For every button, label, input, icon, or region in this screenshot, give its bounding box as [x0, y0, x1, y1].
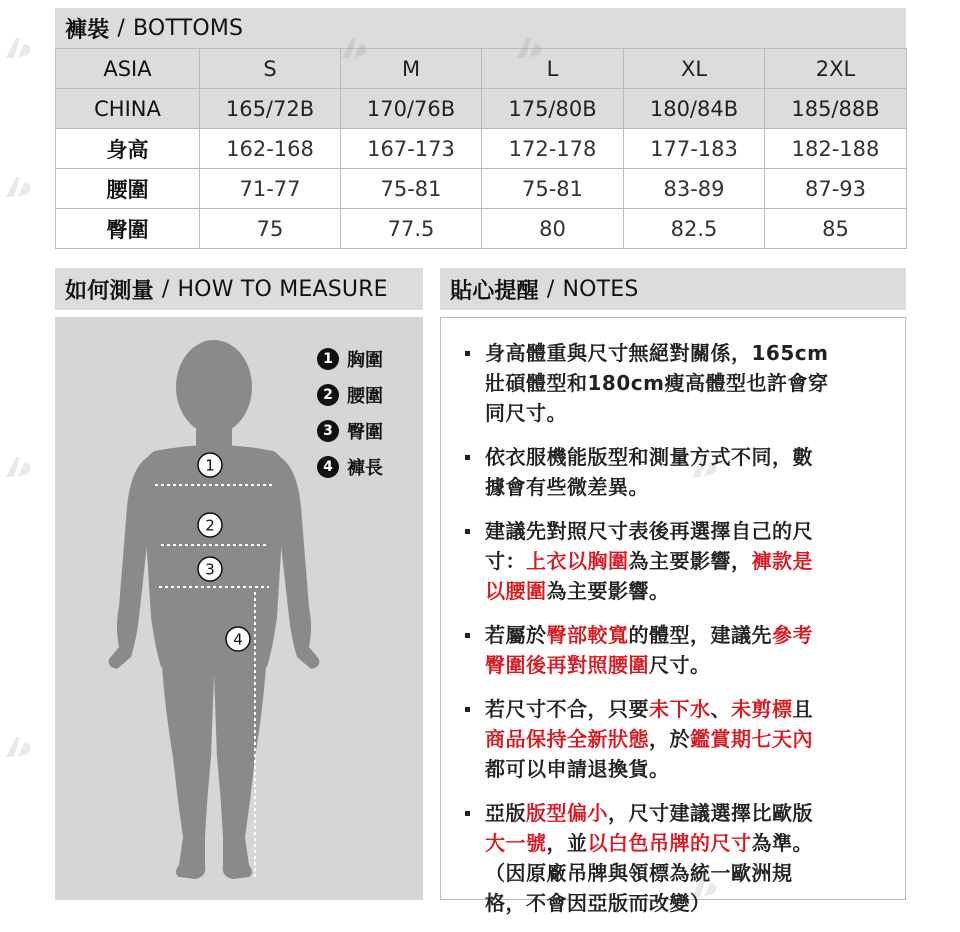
- brand-logo-icon: [4, 36, 34, 60]
- size-l: L: [482, 49, 624, 89]
- measure-legend: [317, 341, 383, 485]
- brand-logo-icon: [690, 875, 720, 899]
- row-label-height: 身高: [56, 129, 200, 169]
- size-2xl: 2XL: [765, 49, 907, 89]
- table-cell: 162-168: [200, 129, 341, 169]
- measure-header: [55, 268, 423, 310]
- bullet-icon: [465, 633, 470, 638]
- marker-2: [198, 513, 222, 537]
- size-row-china: [56, 89, 907, 129]
- measure-panel: [55, 317, 423, 900]
- table-cell: 85: [765, 209, 907, 249]
- svg-text:1: 1: [205, 456, 215, 475]
- svg-text:3: 3: [205, 560, 215, 579]
- legend-badge: 3: [317, 420, 339, 442]
- bullet-icon: [465, 529, 470, 534]
- note-item: [461, 516, 891, 606]
- row-label-china: CHINA: [56, 89, 200, 129]
- measure-title-en: HOW TO MEASURE: [177, 276, 388, 302]
- note-item: [461, 694, 891, 784]
- table-cell: 87-93: [765, 169, 907, 209]
- note-item: [461, 442, 891, 502]
- note-text: 若尺寸不合，只要未下水、未剪標且 商品保持全新狀態，於鑑賞期七天內 都可以申請退換貨。: [485, 697, 813, 781]
- brand-logo-icon: [515, 36, 545, 60]
- table-cell: 177-183: [624, 129, 765, 169]
- row-label-asia: ASIA: [56, 49, 200, 89]
- table-cell: 75-81: [482, 169, 624, 209]
- table-cell: 185/88B: [765, 89, 907, 129]
- marker-4: [226, 627, 250, 651]
- note-text: 依衣服機能版型和測量方式不同，數 據會有些微差異。: [485, 445, 813, 499]
- marker-1: [198, 453, 222, 477]
- legend-item-length: [317, 449, 383, 485]
- legend-badge: 4: [317, 456, 339, 478]
- bullet-icon: [465, 351, 470, 356]
- table-cell: 75: [200, 209, 341, 249]
- bottoms-title-zh: 褲裝: [65, 17, 110, 43]
- bottoms-title-en: BOTTOMS: [133, 15, 244, 41]
- note-text: 亞版版型偏小，尺寸建議選擇比歐版 大一號，並以白色吊牌的尺寸為準。 （因原廠吊牌與領標為統一歐洲規 格，不會因亞版而改變）: [485, 801, 813, 915]
- note-text: 若屬於臀部較寬的體型，建議先參考 臀圍後再對照腰圍尺寸。: [485, 623, 813, 677]
- svg-text:2: 2: [205, 516, 215, 535]
- svg-text:4: 4: [233, 630, 243, 649]
- row-label-hip: 臀圍: [56, 209, 200, 249]
- legend-label: 胸圍: [347, 350, 383, 371]
- note-text: 身高體重與尺寸無絕對關係，165cm 壯碩體型和180cm瘦高體型也許會穿 同尺寸。: [485, 341, 829, 425]
- table-cell: 175/80B: [482, 89, 624, 129]
- legend-item-hip: [317, 413, 383, 449]
- size-xl: XL: [624, 49, 765, 89]
- brand-logo-icon: [4, 175, 34, 199]
- bullet-icon: [465, 455, 470, 460]
- notes-list: [461, 338, 891, 932]
- table-cell: 80: [482, 209, 624, 249]
- size-row-asia: [56, 49, 907, 89]
- measure-title-zh: 如何測量: [65, 278, 154, 304]
- note-item: [461, 620, 891, 680]
- notes-header: [440, 268, 906, 310]
- size-s: S: [200, 49, 341, 89]
- size-table: [55, 48, 907, 249]
- size-row-hip: [56, 209, 907, 249]
- brand-logo-icon: [690, 455, 720, 479]
- table-cell: 172-178: [482, 129, 624, 169]
- table-cell: 82.5: [624, 209, 765, 249]
- legend-badge: 1: [317, 348, 339, 370]
- row-label-waist: 腰圍: [56, 169, 200, 209]
- notes-title-sep: /: [546, 276, 555, 302]
- table-cell: 165/72B: [200, 89, 341, 129]
- brand-logo-icon: [340, 36, 370, 60]
- note-text: 建議先對照尺寸表後再選擇自己的尺 寸：上衣以胸圍為主要影響，褲款是 以腰圍為主要影響。: [485, 519, 813, 603]
- legend-item-waist: [317, 377, 383, 413]
- size-row-height: [56, 129, 907, 169]
- legend-label: 臀圍: [347, 422, 383, 443]
- table-cell: 180/84B: [624, 89, 765, 129]
- size-m: M: [341, 49, 482, 89]
- table-cell: 71-77: [200, 169, 341, 209]
- size-row-waist: [56, 169, 907, 209]
- bottoms-header: [55, 8, 906, 48]
- notes-title-en: NOTES: [562, 276, 639, 302]
- bullet-icon: [465, 811, 470, 816]
- brand-logo-icon: [4, 455, 34, 479]
- table-cell: 77.5: [341, 209, 482, 249]
- note-item: [461, 798, 891, 918]
- notes-title-zh: 貼心提醒: [450, 278, 539, 304]
- brand-logo-icon: [4, 735, 34, 759]
- note-item: [461, 338, 891, 428]
- table-cell: 167-173: [341, 129, 482, 169]
- table-cell: 170/76B: [341, 89, 482, 129]
- bullet-icon: [465, 707, 470, 712]
- table-cell: 182-188: [765, 129, 907, 169]
- body-silhouette: [109, 340, 320, 879]
- table-cell: 75-81: [341, 169, 482, 209]
- bottoms-title-sep: /: [117, 15, 126, 41]
- measure-title-sep: /: [161, 276, 170, 302]
- legend-label: 褲長: [347, 458, 383, 479]
- table-cell: 83-89: [624, 169, 765, 209]
- notes-panel: [440, 317, 906, 915]
- legend-label: 腰圍: [347, 386, 383, 407]
- legend-item-chest: [317, 341, 383, 377]
- marker-3: [198, 557, 222, 581]
- legend-badge: 2: [317, 384, 339, 406]
